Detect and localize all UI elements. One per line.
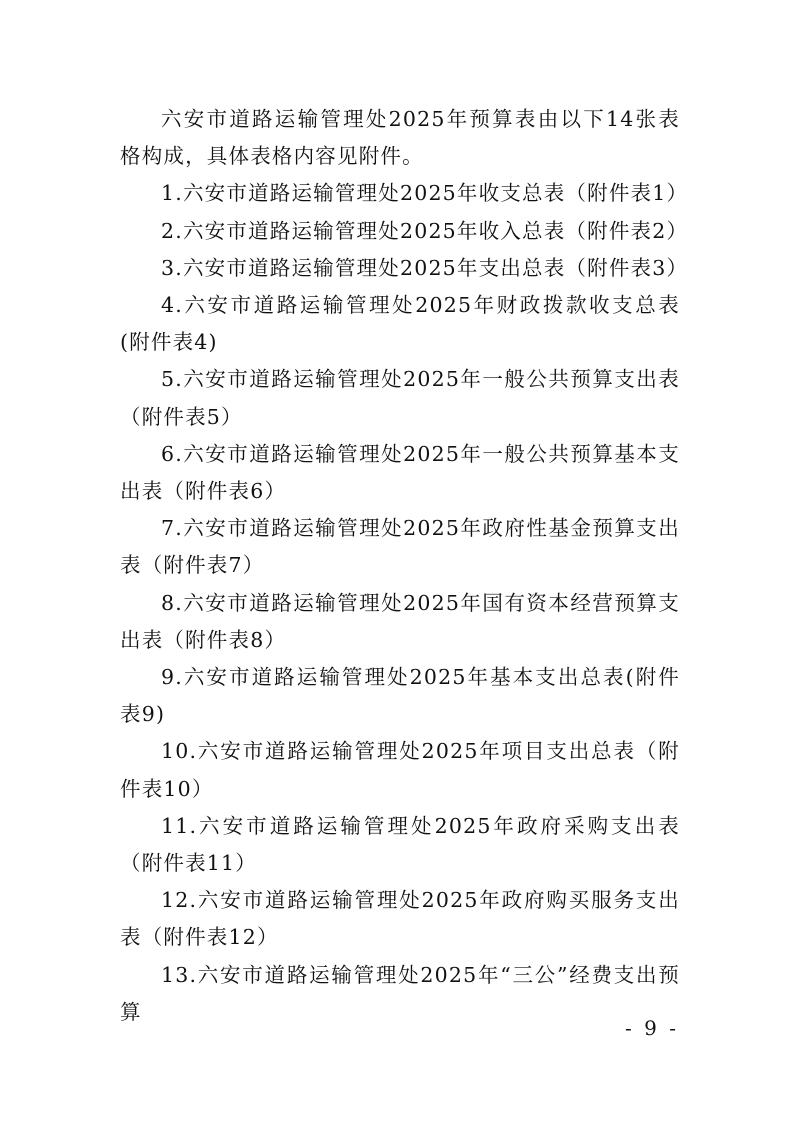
list-item-4: 4.六安市道路运输管理处2025年财政拨款收支总表(附件表4) (120, 293, 680, 355)
list-item-9: 9.六安市道路运输管理处2025年基本支出总表(附件表9) (120, 665, 680, 727)
list-item-13: 13.六安市道路运输管理处2025年“三公”经费支出预算 (120, 962, 680, 1024)
list-item-2: 2.六安市道路运输管理处2025年收入总表（附件表2） (161, 218, 689, 243)
list-item-12: 12.六安市道路运输管理处2025年政府购买服务支出表（附件表12） (120, 888, 680, 950)
list-item-11: 11.六安市道路运输管理处2025年政府采购支出表（附件表11） (120, 813, 680, 876)
list-item-8: 8.六安市道路运输管理处2025年国有资本经营预算支出表（附件表8） (120, 590, 680, 652)
list-item-1: 1.六安市道路运输管理处2025年收支总表（附件表1） (161, 181, 689, 206)
document-body (120, 101, 689, 1031)
list-item-7: 7.六安市道路运输管理处2025年政府性基金预算支出表（附件表7） (120, 516, 680, 578)
list-item-3: 3.六安市道路运输管理处2025年支出总表（附件表3） (161, 255, 689, 280)
list-item-10: 10.六安市道路运输管理处2025年项目支出总表（附件表10） (120, 739, 680, 801)
page-number: - 9 - (625, 1016, 679, 1040)
list-item-6: 6.六安市道路运输管理处2025年一般公共预算基本支出表（附件表6） (120, 441, 680, 504)
intro-paragraph: 六安市道路运输管理处2025年预算表由以下14张表格构成，具体表格内容见附件。 (120, 107, 680, 169)
list-item-5: 5.六安市道路运输管理处2025年一般公共预算支出表（附件表5） (120, 367, 680, 429)
